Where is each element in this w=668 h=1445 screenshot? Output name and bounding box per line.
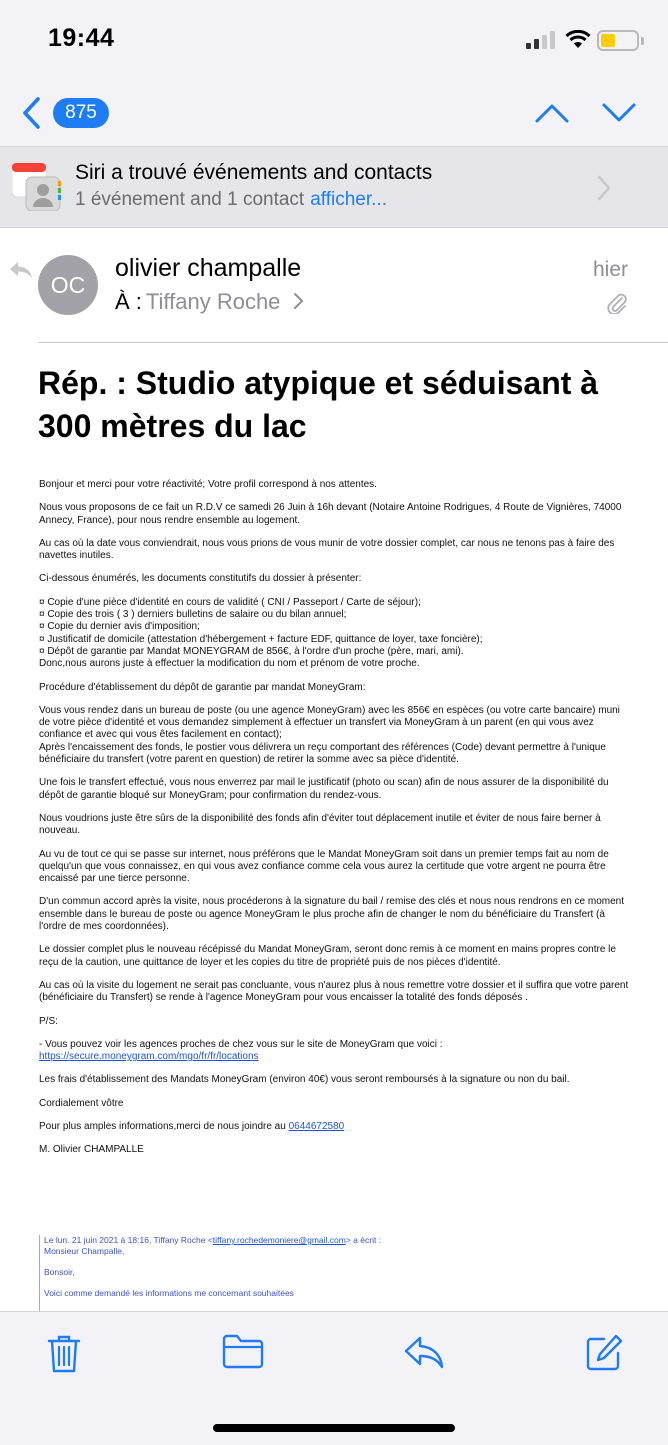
quote-text: Le lun. 21 juin 2021 à 18:16, Tiffany Roche < — [44, 1235, 213, 1245]
siri-subtitle-text: 1 événement and 1 contact — [75, 189, 305, 210]
message-subject: Rép. : Studio atypique et séduisant à 300 mètres du lac — [38, 365, 599, 444]
siri-calendar-contact-icon — [12, 161, 62, 211]
body-paragraph: D'un commun accord après la visite, nous procéderons à la signature du bail / remise des clés et nous nous rendrons en ce moment ensemble dans le bureau de poste ou agence MoneyGram le plus proche afin de changer le nom du bénéficiaire du Transfert (à l'ordre de mes coordonnées). — [39, 896, 624, 933]
body-paragraph — [39, 1039, 631, 1064]
body-text: Pour plus amples informations,merci de nous joindre au — [39, 1120, 286, 1132]
siri-chevron-right-icon[interactable] — [596, 174, 612, 202]
quote-text: > a écrit : — [345, 1235, 382, 1245]
battery-tip — [641, 37, 644, 45]
down-arrow-icon[interactable] — [601, 102, 637, 124]
up-arrow-icon[interactable] — [534, 102, 570, 124]
body-paragraph: Au vu de tout ce qui se passe sur internet, nous préférons que le Mandat MoneyGram soit dans un premier temps fait au nom de quelqu'un que vous connaissez, en qui vous avez confiance comme cela vous aurez la certitude que votre argent ne pourra être encaissé par une tierce personne. — [39, 848, 609, 885]
siri-title: Siri a trouvé événements and contacts — [75, 161, 433, 184]
unread-count-badge[interactable]: 875 — [53, 98, 109, 128]
cellular-signal-icon — [526, 31, 556, 49]
body-paragraph: Cordialement vôtre — [39, 1097, 124, 1109]
body-paragraph: Bonjour et merci pour votre réactivité; Votre profil correspond à nos attentes. — [39, 479, 377, 490]
body-text: - Vous pouvez voir les agences proches de chez vous sur le site de MoneyGram que voici : — [39, 1038, 443, 1050]
documents-list — [39, 597, 631, 671]
body-paragraph: Au cas où la visite du logement ne serait pas concluante, vous n'aurez plus à nous remettre votre dossier et il suffira que votre parent (bénéficiaire du Transfert) se rende à l'agence MoneyGram pour vous encaisser la totalité des fonds déposés . — [39, 979, 629, 1004]
quote-line: Bonsoir, — [44, 1267, 75, 1277]
recipient-chevron-icon — [293, 292, 305, 310]
moneygram-locations-link[interactable]: https://secure.moneygram.com/mgo/fr/fr/locations — [39, 1051, 259, 1063]
to-label: À : — [115, 289, 142, 314]
recipient-line[interactable] — [115, 289, 305, 315]
reply-icon — [8, 260, 34, 280]
recipient-name[interactable]: Tiffany Roche — [145, 289, 281, 314]
list-item: ¤ Copie d'une pièce d'identité en cours de validité ( CNI / Passeport / Carte de séjour); — [39, 596, 421, 608]
siri-show-link[interactable]: afficher... — [310, 189, 387, 210]
list-item: ¤ Copie des trois ( 3 ) derniers bulletins de salaire ou du bilan annuel; — [39, 609, 347, 621]
sender-name[interactable]: olivier champalle — [115, 254, 302, 282]
wifi-icon — [565, 30, 591, 50]
quote-intro — [44, 1235, 599, 1246]
body-paragraph: Nous vous proposons de ce fait un R.D.V ce samedi 26 Juin à 16h devant (Notaire Antoine Rodrigues, 4 Route de Vignières, 74000 Annecy, France), pour nous rendre ensemble au logement. — [39, 502, 622, 526]
list-item: ¤ Justificatif de domicile (attestation d'hébergement + facture EDF, quittance de loyer, taxe foncière); — [39, 633, 483, 645]
quoted-email-link[interactable]: tiffany.rochedemoniere@gmail.com — [212, 1235, 346, 1245]
sender-avatar[interactable]: OC — [38, 255, 98, 315]
body-paragraph: P/S: — [39, 1015, 58, 1027]
list-item: Donc,nous aurons juste à effectuer la modification du nom et prénom de votre proche. — [39, 658, 420, 670]
body-text: Vous vous rendez dans un bureau de poste (ou une agence MoneyGram) avec les 856€ en espèces (ou votre carte bancaire) muni de votre pièce d'identité et vous demandez simplement à effectuer un transfert via MoneyGram à un parent (en qui vous avez confiance et avec qui vous êtes facilement en contact); — [39, 704, 620, 741]
message-body — [39, 479, 631, 1168]
list-item: ¤ Dépôt de garantie par Mandat MONEYGRAM de 856€, à l'ordre d'un proche (père, mari, ami). — [39, 645, 464, 657]
list-item: ¤ Copie du dernier avis d'imposition; — [39, 621, 200, 633]
quoted-message — [39, 1235, 599, 1311]
home-indicator[interactable] — [213, 1424, 455, 1432]
status-bar — [0, 0, 668, 80]
siri-suggestions-banner[interactable] — [0, 146, 668, 228]
reply-arrow-icon[interactable] — [403, 1334, 445, 1370]
trash-icon[interactable] — [47, 1334, 81, 1374]
mail-nav-bar — [0, 80, 668, 146]
header-divider — [38, 342, 668, 343]
body-paragraph: M. Olivier CHAMPALLE — [39, 1144, 144, 1156]
body-paragraph: Ci-dessous énumérés, les documents constitutifs du dossier à présenter: — [39, 573, 362, 585]
siri-subtitle — [75, 189, 387, 211]
paperclip-icon — [606, 292, 628, 314]
quote-line: Voici comme demandé les informations me concernant souhaitées — [44, 1288, 294, 1298]
body-paragraph: Les frais d'établissement des Mandats MoneyGram (environ 40€) vous seront remboursés à la signature ou non du bail. — [39, 1074, 570, 1086]
body-paragraph: Le dossier complet plus le nouveau récépissé du Mandat MoneyGram, seront donc remis à ce moment en mains propres contre le reçu de la caution, une quittance de loyer et les copies du titre de propriété puis de nos pièces d'identité. — [39, 944, 616, 968]
message-header — [0, 228, 668, 342]
folder-icon[interactable] — [222, 1334, 264, 1370]
battery-icon — [597, 30, 639, 51]
quote-greeting: Monsieur Champalle, — [44, 1246, 125, 1256]
message-date: hier — [592, 258, 628, 281]
body-text: Après l'encaissement des fonds, le postier vous délivrera un reçu comportant des références (Code) devant permettre à l'unique bénéficiaire du transfert (votre parent en question) de retirer la somme avec sa pièce d'identité. — [39, 741, 606, 766]
compose-icon[interactable] — [585, 1334, 623, 1372]
status-time: 19:44 — [48, 24, 115, 52]
phone-link[interactable]: 0644672580 — [288, 1120, 345, 1132]
body-paragraph — [39, 1121, 631, 1133]
back-chevron-icon[interactable] — [18, 96, 48, 130]
body-paragraph: Procédure d'établissement du dépôt de garantie par mandat MoneyGram: — [39, 681, 366, 693]
body-paragraph: Une fois le transfert effectué, vous nous enverrez par mail le justificatif (photo ou scan) afin de nous assurer de la disponibilité du dépôt de garantie bloqué sur MoneyGram; pour confirmation du rendez-vous. — [39, 777, 609, 801]
body-paragraph — [39, 705, 631, 766]
body-paragraph: Au cas où la date vous conviendrait, nous vous prions de vous munir de votre dossier complet, car nous ne tenons pas à faire des navettes inutiles. — [39, 537, 615, 562]
body-paragraph: Nous voudrions juste être sûrs de la disponibilité des fonds afin d'éviter tout déplacement inutile et éviter de nous faire berner à nouveau. — [39, 812, 601, 837]
